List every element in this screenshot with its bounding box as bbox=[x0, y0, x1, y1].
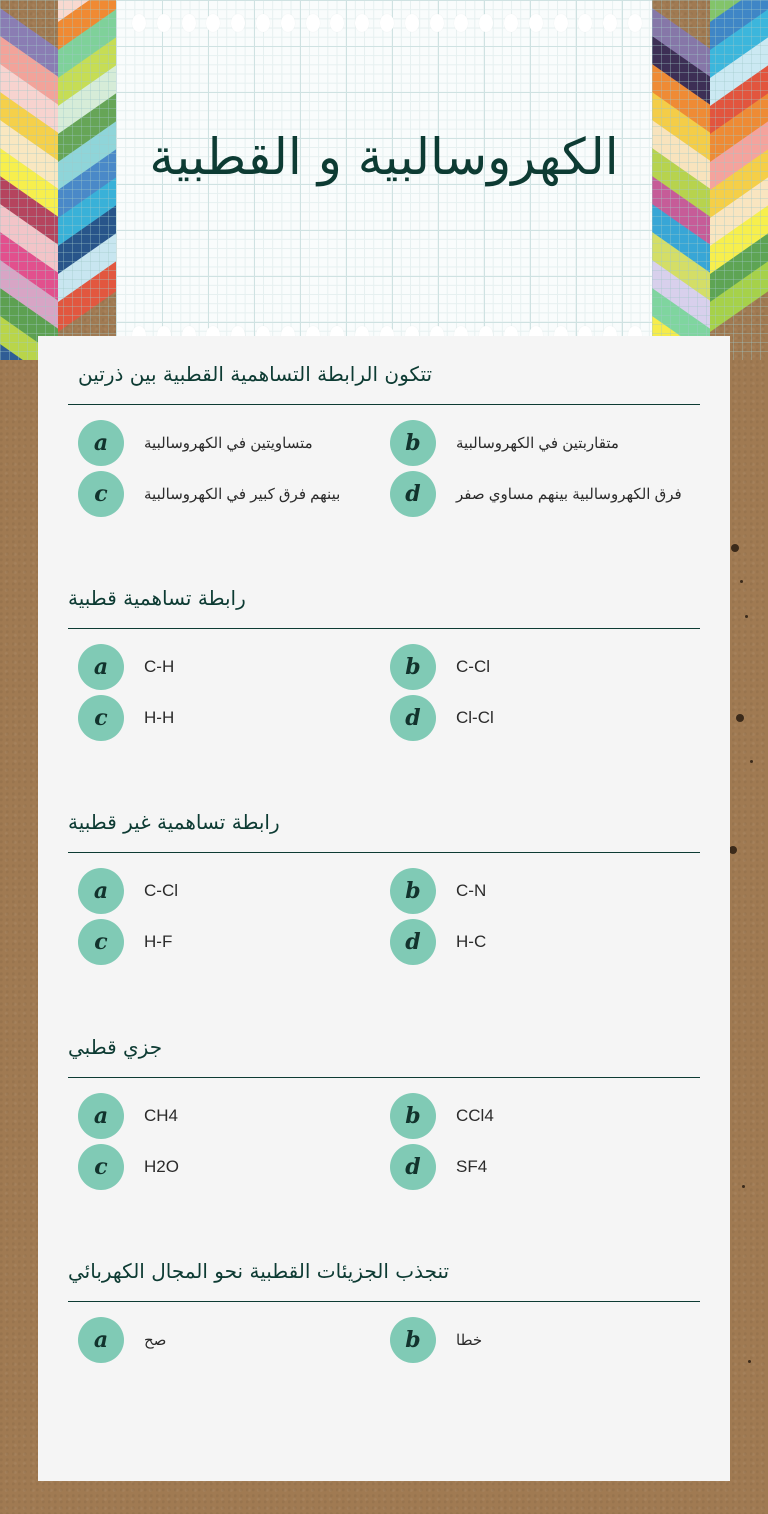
punch-hole bbox=[132, 14, 146, 32]
option-letter-bubble[interactable]: d bbox=[390, 919, 436, 965]
punch-hole bbox=[380, 14, 394, 32]
option-b[interactable] bbox=[390, 1093, 494, 1139]
option-letter-bubble[interactable]: a bbox=[78, 1317, 124, 1363]
option-letter-bubble[interactable]: a bbox=[78, 868, 124, 914]
option-text: C-Cl bbox=[456, 657, 490, 676]
option-letter-bubble[interactable]: a bbox=[78, 420, 124, 466]
option-text: C-H bbox=[144, 657, 175, 676]
option-b[interactable] bbox=[390, 644, 490, 690]
option-c[interactable] bbox=[78, 919, 172, 965]
punch-hole bbox=[554, 14, 568, 32]
option-text: H-H bbox=[144, 708, 175, 727]
option-a[interactable] bbox=[78, 420, 313, 466]
option-c[interactable] bbox=[78, 471, 340, 517]
punch-hole bbox=[603, 14, 617, 32]
question-title: جزي قطبي bbox=[68, 1035, 163, 1059]
worksheet-sheet bbox=[38, 336, 730, 1481]
punch-hole bbox=[182, 14, 196, 32]
option-letter-bubble[interactable]: d bbox=[390, 471, 436, 517]
option-letter-bubble[interactable]: c bbox=[78, 695, 124, 741]
option-b[interactable] bbox=[390, 868, 486, 914]
option-letter-bubble[interactable]: d bbox=[390, 695, 436, 741]
option-text: خطا bbox=[456, 1332, 483, 1349]
option-d[interactable] bbox=[390, 471, 682, 517]
option-text: متقاربتين في الكهروسالبية bbox=[456, 435, 619, 452]
option-d[interactable] bbox=[390, 919, 486, 965]
kraft-speck bbox=[731, 544, 739, 552]
option-b[interactable] bbox=[390, 420, 619, 466]
punch-hole bbox=[529, 14, 543, 32]
question-title: رابطة تساهمية قطبية bbox=[68, 586, 246, 610]
question-title: تتكون الرابطة التساهمية القطبية بين ذرتين bbox=[78, 362, 433, 386]
option-text: متساويتين في الكهروسالبية bbox=[144, 435, 313, 452]
option-letter-bubble[interactable]: b bbox=[390, 420, 436, 466]
punch-hole bbox=[578, 14, 592, 32]
graph-paper-title-card bbox=[116, 0, 652, 360]
option-text: بينهم فرق كبير في الكهروسالبية bbox=[144, 486, 341, 503]
option-text: H2O bbox=[144, 1157, 179, 1176]
punch-hole bbox=[628, 14, 642, 32]
punch-hole bbox=[430, 14, 444, 32]
option-a[interactable] bbox=[78, 1093, 178, 1139]
option-letter-bubble[interactable]: b bbox=[390, 868, 436, 914]
option-text: CCl4 bbox=[456, 1106, 494, 1125]
question-4 bbox=[68, 1029, 700, 1188]
option-letter-bubble[interactable]: d bbox=[390, 1144, 436, 1190]
option-text: Cl-Cl bbox=[456, 708, 494, 727]
option-letter-bubble[interactable]: b bbox=[390, 1317, 436, 1363]
punch-hole bbox=[206, 14, 220, 32]
option-text: SF4 bbox=[456, 1157, 488, 1176]
question-3 bbox=[68, 804, 700, 963]
kraft-speck bbox=[745, 615, 748, 618]
option-letter-bubble[interactable]: c bbox=[78, 919, 124, 965]
punch-hole bbox=[355, 14, 369, 32]
kraft-speck bbox=[740, 580, 743, 583]
option-letter-bubble[interactable]: c bbox=[78, 1144, 124, 1190]
kraft-speck bbox=[748, 1360, 751, 1363]
kraft-speck bbox=[742, 1185, 745, 1188]
punch-hole bbox=[157, 14, 171, 32]
page-title: الكهروسالبية و القطبية bbox=[149, 128, 619, 186]
option-text: فرق الكهروسالبية بينهم مساوي صفر bbox=[456, 486, 682, 503]
punch-hole bbox=[306, 14, 320, 32]
punch-hole bbox=[231, 14, 245, 32]
option-letter-bubble[interactable]: b bbox=[390, 1093, 436, 1139]
option-text: صح bbox=[144, 1332, 167, 1349]
kraft-speck bbox=[736, 714, 744, 722]
question-2 bbox=[68, 580, 700, 739]
kraft-speck bbox=[750, 760, 753, 763]
punch-hole bbox=[479, 14, 493, 32]
option-text: H-F bbox=[144, 932, 173, 951]
option-b[interactable] bbox=[390, 1317, 482, 1363]
option-c[interactable] bbox=[78, 695, 174, 741]
punch-hole bbox=[281, 14, 295, 32]
option-text: C-N bbox=[456, 881, 487, 900]
option-letter-bubble[interactable]: c bbox=[78, 471, 124, 517]
punch-hole bbox=[454, 14, 468, 32]
question-title: رابطة تساهمية غير قطبية bbox=[68, 810, 280, 834]
punch-hole bbox=[405, 14, 419, 32]
punch-hole bbox=[330, 14, 344, 32]
question-1 bbox=[68, 356, 700, 515]
option-a[interactable] bbox=[78, 1317, 166, 1363]
option-letter-bubble[interactable]: b bbox=[390, 644, 436, 690]
right-chevron-decoration bbox=[652, 0, 768, 360]
worksheet-header bbox=[0, 0, 768, 360]
kraft-speck bbox=[729, 846, 737, 854]
left-chevron-decoration bbox=[0, 0, 116, 360]
option-c[interactable] bbox=[78, 1144, 179, 1190]
option-d[interactable] bbox=[390, 695, 494, 741]
option-d[interactable] bbox=[390, 1144, 487, 1190]
punch-holes-top bbox=[132, 14, 642, 32]
option-text: C-Cl bbox=[144, 881, 178, 900]
punch-hole bbox=[504, 14, 518, 32]
option-text: H-C bbox=[456, 932, 487, 951]
question-title: تنجذب الجزيئات القطبية نحو المجال الكهربائي bbox=[68, 1259, 450, 1283]
option-letter-bubble[interactable]: a bbox=[78, 644, 124, 690]
question-5 bbox=[68, 1253, 700, 1412]
option-a[interactable] bbox=[78, 868, 178, 914]
option-text: CH4 bbox=[144, 1106, 179, 1125]
punch-hole bbox=[256, 14, 270, 32]
option-a[interactable] bbox=[78, 644, 174, 690]
option-letter-bubble[interactable]: a bbox=[78, 1093, 124, 1139]
